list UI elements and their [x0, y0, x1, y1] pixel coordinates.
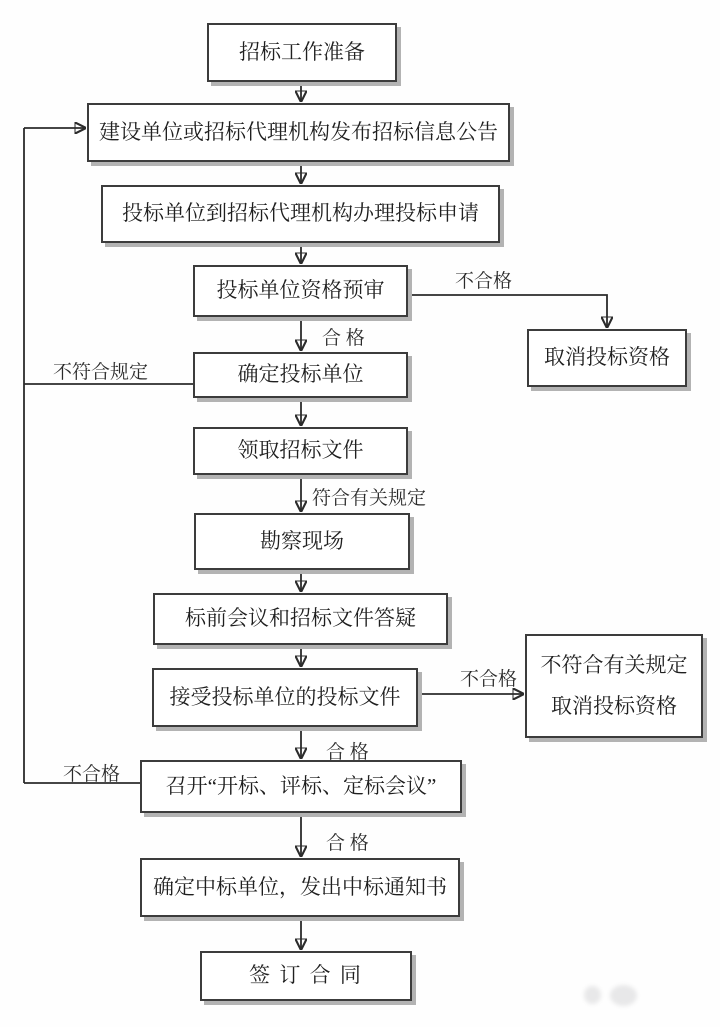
node-bid-application: 投标单位到招标代理机构办理投标申请 [101, 185, 500, 243]
node-nonconform-cancel-line1: 不符合有关规定 [540, 652, 688, 677]
node-cancel-qualification: 取消投标资格 [527, 329, 687, 387]
node-bid-opening-meeting: 召开“开标、评标、定标会议” [140, 760, 462, 813]
edge-label-unqualified-3: 不合格 [63, 764, 121, 785]
edge-label-unqualified-2: 不合格 [460, 669, 518, 690]
node-sign-contract: 签 订 合 同 [200, 951, 412, 1001]
watermark-blob [584, 986, 601, 1004]
node-collect-documents: 领取招标文件 [193, 427, 408, 475]
node-nonconform-cancel [525, 634, 703, 738]
edge-label-nonconforming: 不符合规定 [53, 362, 149, 383]
watermark-blob [610, 985, 637, 1006]
edge-label-qualified-1: 合 格 [322, 328, 365, 349]
edge-label-qualified-3: 合 格 [326, 833, 369, 854]
node-publish-announcement: 建设单位或招标代理机构发布招标信息公告 [87, 103, 510, 162]
node-prequalification: 投标单位资格预审 [193, 265, 408, 317]
node-nonconform-cancel-line2: 取消投标资格 [551, 694, 677, 719]
node-prebid-meeting: 标前会议和招标文件答疑 [153, 593, 448, 645]
edge-label-unqualified-1: 不合格 [455, 271, 513, 292]
edge-label-qualified-2: 合 格 [326, 742, 369, 763]
edge-prequalify-cancel1 [408, 295, 607, 327]
edge-label-conforming: 符合有关规定 [312, 488, 427, 509]
node-award-notice: 确定中标单位，发出中标通知书 [140, 858, 460, 917]
node-confirm-bidders: 确定投标单位 [193, 352, 408, 398]
node-receive-bids: 接受投标单位的投标文件 [152, 668, 418, 727]
node-bid-preparation: 招标工作准备 [207, 23, 397, 82]
node-site-survey: 勘察现场 [194, 513, 410, 570]
